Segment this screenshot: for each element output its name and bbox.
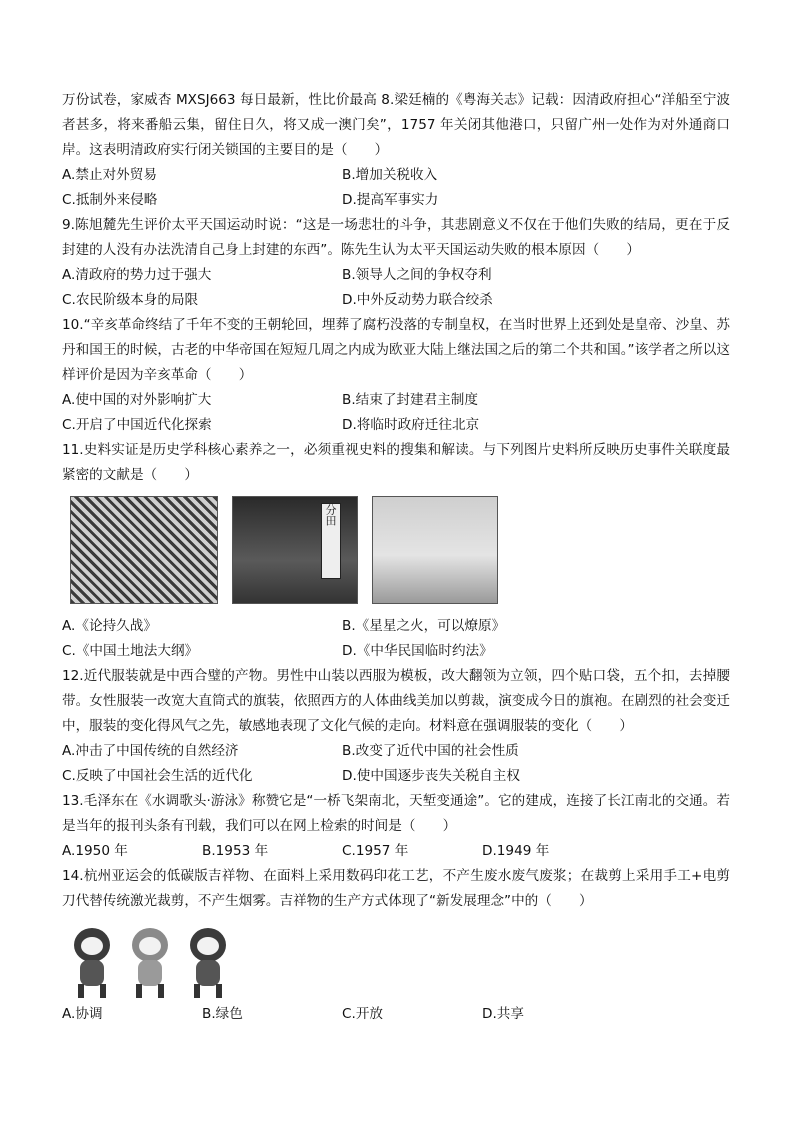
- option-a: A.冲击了中国传统的自然经济: [62, 743, 239, 759]
- question-8-options: [62, 163, 730, 213]
- exam-content: [62, 88, 730, 1027]
- option-b: B.1953 年: [202, 843, 269, 859]
- question-14-stem: 14.杭州亚运会的低碳版吉祥物、在面料上采用数码印花工艺，不产生废水废气废浆；在裁剪上采用手工+电剪刀代替传统激光裁剪，不产生烟雾。吉祥物的生产方式体现了“新发展理念”中的（ ）: [62, 868, 730, 909]
- option-b: B.绿色: [202, 1006, 243, 1022]
- option-b: B.结束了封建君主制度: [342, 392, 478, 408]
- question-12-stem: 12.近代服装就是中西合璧的产物。男性中山装以西服为模板，改大翻领为立领，四个贴口袋，五个扣，去掉腰带。女性服装一改宽大直筒式的旗装，依照西方的人体曲线美加以剪裁，演变成今日的旗袍。在剧烈的社会变迁中，服装的变化得风气之先，敏感地表现了文化气候的走向。材料意在强调服装的变化（ ）: [62, 668, 730, 734]
- option-d: D.使中国逐步丧失关税自主权: [342, 768, 520, 784]
- option-c: C.《中国土地法大纲》: [62, 643, 199, 659]
- land-banner: [321, 503, 341, 579]
- question-11-photos: [70, 496, 730, 608]
- option-d: D.将临时政府迁往北京: [342, 417, 480, 433]
- option-d: D.1949 年: [482, 843, 550, 859]
- option-d: D.共享: [482, 1006, 524, 1022]
- question-13-stem: 13.毛泽东在《水调歌头·游泳》称赞它是“一桥飞架南北，天堑变通途”。它的建成，连接了长江南北的交通。若是当年的报刊头条有刊载，我们可以在网上检索的时间是（ ）: [62, 793, 730, 834]
- option-b: B.《星星之火，可以燎原》: [342, 618, 506, 634]
- mascot-illustration: [66, 924, 730, 1000]
- mascot-figure: [124, 928, 176, 1000]
- question-10-stem: 10.“辛亥革命终结了千年不变的王朝轮回，埋葬了腐朽没落的专制皇权，在当时世界上还到处是皇帝、沙皇、苏丹和国王的时候，古老的中华帝国在短短几周之内成为欧亚大陆上继法国之后的第二个共和国。”该学者之所以这样评价是因为辛亥革命（ ）: [62, 317, 730, 383]
- mascot-figure: [66, 928, 118, 1000]
- option-b: B.领导人之间的争权夺利: [342, 267, 492, 283]
- option-b: B.改变了近代中国的社会性质: [342, 743, 519, 759]
- question-13-options: [62, 839, 730, 864]
- option-a: A.禁止对外贸易: [62, 167, 157, 183]
- option-a: A.使中国的对外影响扩大: [62, 392, 212, 408]
- option-c: C.农民阶级本身的局限: [62, 292, 199, 308]
- question-11-options: [62, 614, 730, 664]
- question-9-stem: 9.陈旭麓先生评价太平天国运动时说：“这是一场悲壮的斗争，其悲剧意义不仅在于他们失败的结局，更在于反封建的人没有办法洗清自己身上封建的东西”。陈先生认为太平天国运动失败的根本原因（ ）: [62, 217, 730, 258]
- question-11-stem: 11.史料实证是历史学科核心素养之一，必须重视史料的搜集和解读。与下列图片史料所反映历史事件关联度最紧密的文献是（ ）: [62, 442, 730, 483]
- option-a: A.1950 年: [62, 843, 128, 859]
- question-10-options: [62, 388, 730, 438]
- meeting-photo: [232, 496, 358, 604]
- question-8-stem: 万份试卷，家威杏 MXSJ663 每日最新，性比价最高 8.梁廷楠的《粤海关志》记载：因清政府担心“洋船至宁波者甚多，将来番船云集，留住日久，将又成一澳门矣”，1757 年关闭其他港口，只留广州一处作为对外通商口岸。这表明清政府实行闭关锁国的主要目的是（ ）: [62, 92, 730, 158]
- mascot-figure: [182, 928, 234, 1000]
- option-c: C.开放: [342, 1006, 384, 1022]
- option-c: C.1957 年: [342, 843, 409, 859]
- question-14-options: [62, 1002, 730, 1027]
- option-d: D.提高军事实力: [342, 192, 439, 208]
- option-a: A.协调: [62, 1006, 103, 1022]
- crowd-photo: [70, 496, 218, 604]
- option-c: C.反映了中国社会生活的近代化: [62, 768, 253, 784]
- option-c: C.开启了中国近代化探索: [62, 417, 212, 433]
- banner-text: 分田: [324, 504, 337, 526]
- question-9-options: [62, 263, 730, 313]
- option-a: A.清政府的势力过于强大: [62, 267, 212, 283]
- question-12-options: [62, 739, 730, 789]
- option-a: A.《论持久战》: [62, 618, 157, 634]
- option-c: C.抵制外来侵略: [62, 192, 158, 208]
- option-d: D.《中华民国临时约法》: [342, 643, 493, 659]
- field-photo: [372, 496, 498, 604]
- option-b: B.增加关税收入: [342, 167, 438, 183]
- option-d: D.中外反动势力联合绞杀: [342, 292, 493, 308]
